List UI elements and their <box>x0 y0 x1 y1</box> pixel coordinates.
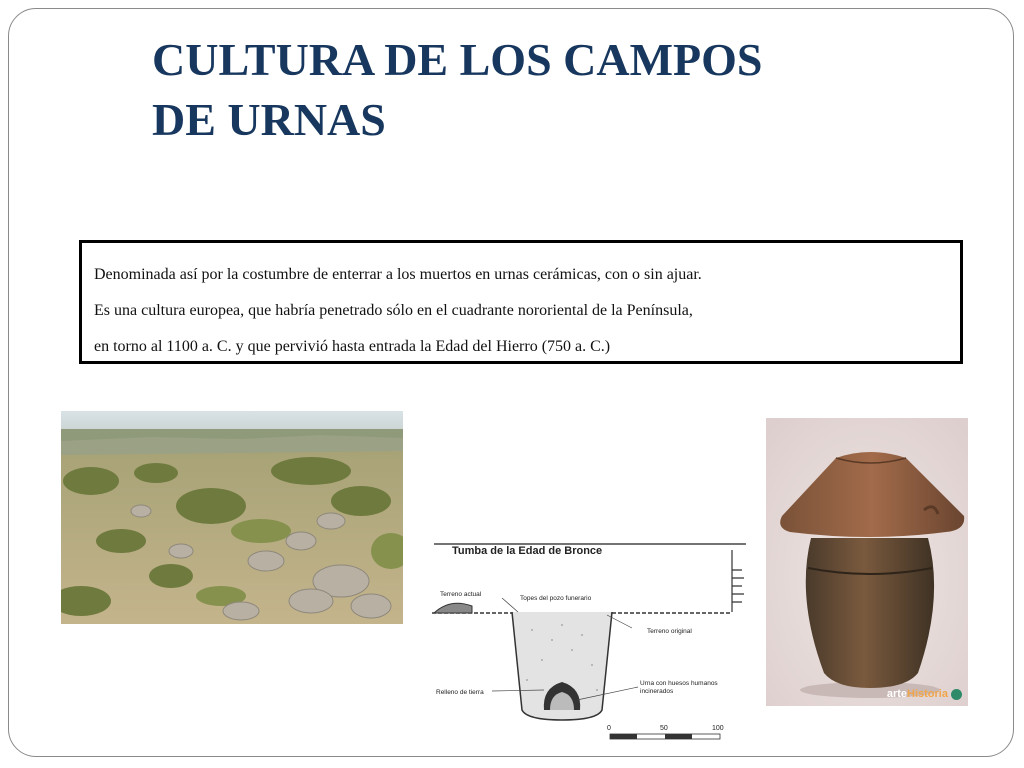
tomb-diagram <box>432 540 748 750</box>
label-urna-1: Urna con huesos humanos <box>640 680 718 687</box>
artehistoria-logo-icon <box>951 689 962 700</box>
watermark-prefix: arte <box>886 688 908 700</box>
definition-line-1: Denominada así por la costumbre de enterrar a los muertos en urnas cerámicas, con o sin ajuar. <box>94 266 702 283</box>
label-topes: Topes del pozo funerario <box>520 595 592 602</box>
definition-box <box>79 240 963 364</box>
title-line-1: CULTURA DE LOS CAMPOS <box>152 34 763 85</box>
label-relleno: Relleno de tierra <box>436 689 484 696</box>
watermark-suffix: Historia <box>907 688 948 700</box>
label-urna-2: incinerados <box>640 688 674 695</box>
diagram-title: Tumba de la Edad de Bronce <box>452 545 603 557</box>
scale-100: 100 <box>712 725 724 732</box>
urn-photo <box>766 418 968 706</box>
scale-0: 0 <box>607 725 611 732</box>
slide-title <box>152 30 762 150</box>
scale-50: 50 <box>660 725 668 732</box>
definition-line-2: Es una cultura europea, que habría penetrado sólo en el cuadrante nororiental de la Península, <box>94 302 693 319</box>
title-line-2: DE URNAS <box>152 94 386 145</box>
label-terreno-actual: Terreno actual <box>440 591 482 598</box>
watermark <box>887 688 962 700</box>
landscape-photo <box>61 411 403 624</box>
label-terreno-original: Terreno original <box>647 628 692 635</box>
definition-line-3: en torno al 1100 a. C. y que pervivió hasta entrada la Edad del Hierro (750 a. C.) <box>94 338 611 355</box>
